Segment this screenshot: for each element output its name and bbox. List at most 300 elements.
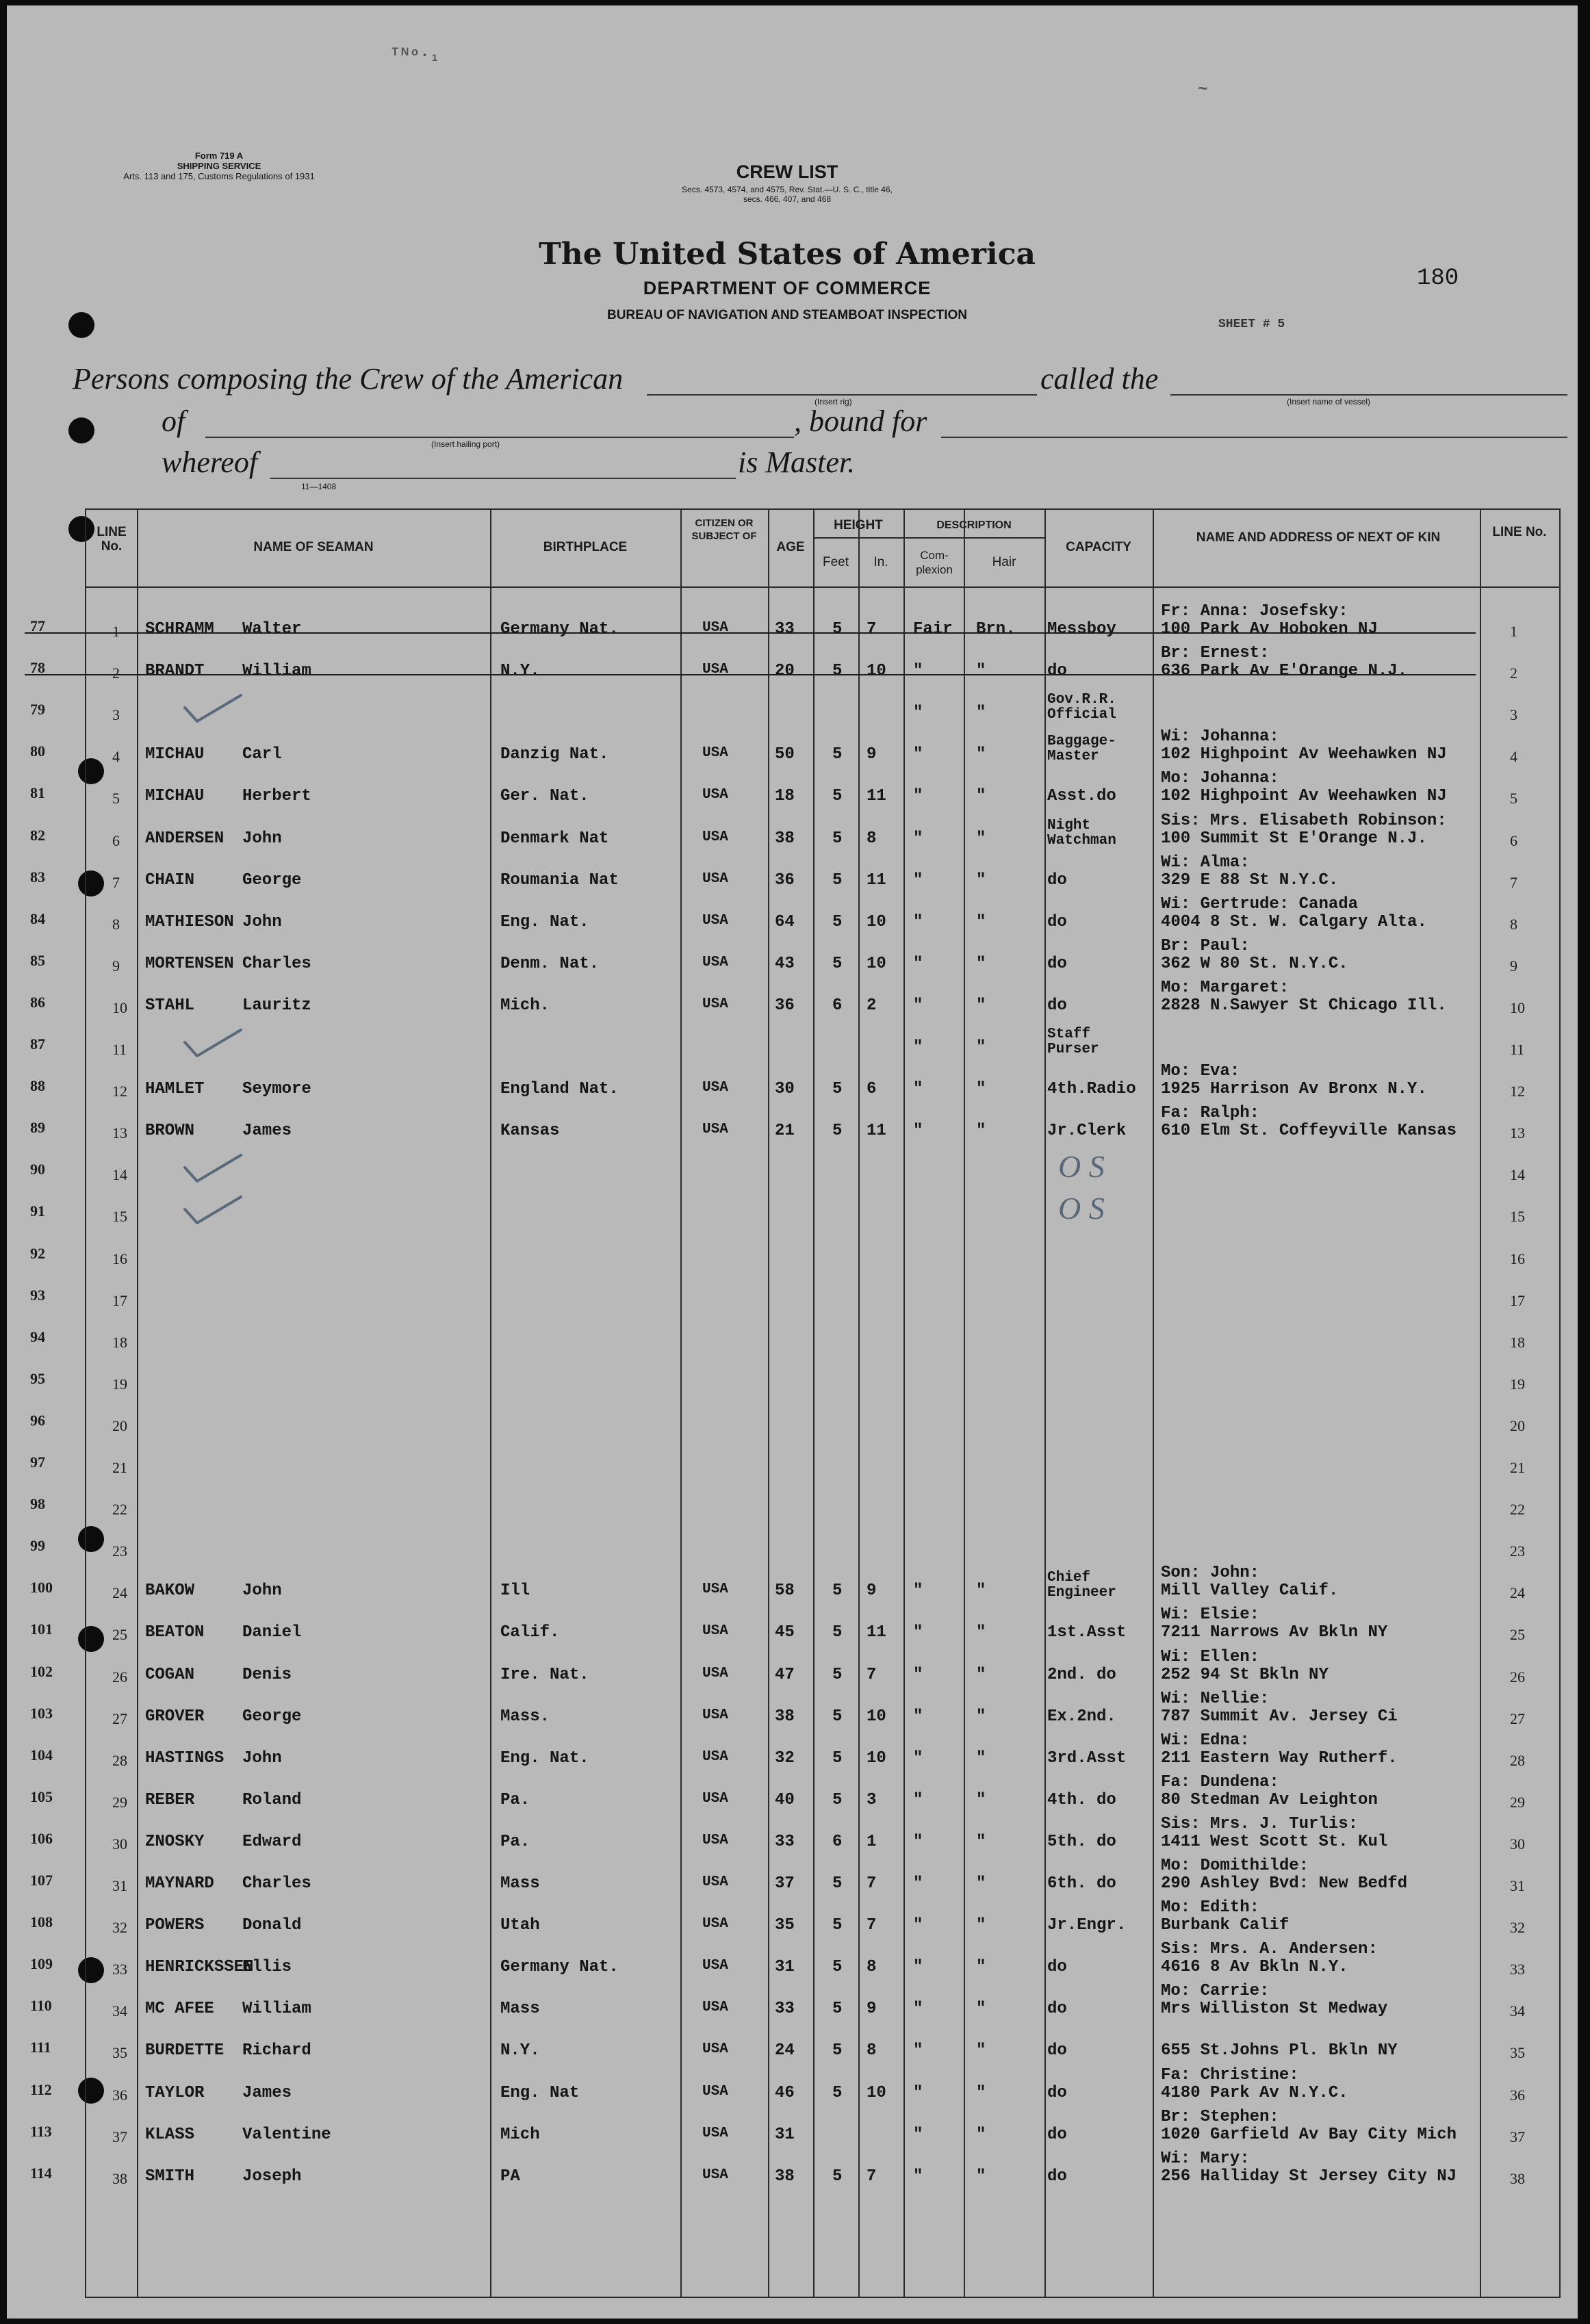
height-feet: 5 — [832, 787, 843, 806]
complexion: " — [913, 870, 923, 890]
seaman-surname: SMITH — [145, 2167, 195, 2186]
seaman-surname: ANDERSEN — [145, 829, 225, 848]
height-inches: 10 — [867, 662, 886, 681]
line-number: 7 — [112, 873, 120, 891]
hair: " — [976, 954, 986, 973]
margin-number: 81 — [30, 784, 45, 802]
line-number: 5 — [112, 790, 120, 808]
col-divider — [1153, 510, 1154, 2297]
form-reference — [75, 151, 363, 181]
next-of-kin-address: 4004 8 St. W. Calgary Alta. — [1161, 912, 1427, 931]
col-divider — [768, 510, 769, 2297]
capacity: 6th. do — [1047, 1874, 1116, 1893]
col-header-line-no-right: LINE No. — [1492, 525, 1547, 539]
age: 45 — [775, 1623, 795, 1642]
seaman-surname: TAYLOR — [145, 2083, 205, 2102]
seaman-first-name: William — [242, 662, 311, 681]
line-number: 30 — [112, 1835, 127, 1852]
complexion: " — [913, 1080, 923, 1099]
next-of-kin-name: Wi: Edna: — [1161, 1731, 1250, 1750]
hair: " — [976, 1623, 986, 1642]
seaman-surname: MICHAU — [145, 787, 205, 806]
seaman-surname: MC AFEE — [145, 2000, 214, 2019]
citizenship: USA — [702, 2041, 728, 2058]
col-header-name: NAME OF SEAMAN — [253, 540, 374, 554]
line-number-right: 9 — [1510, 957, 1517, 974]
height-subdivider — [813, 537, 903, 539]
age: 33 — [775, 2000, 795, 2019]
hair: " — [976, 912, 986, 931]
hair: " — [976, 1080, 986, 1099]
margin-number: 97 — [30, 1454, 45, 1471]
line-number: 29 — [112, 1793, 127, 1811]
col-divider — [813, 510, 815, 2297]
hair: Brn. — [976, 620, 1016, 638]
vessel-hint: (Insert name of vessel) — [1287, 397, 1371, 406]
line-number-right: 6 — [1510, 831, 1517, 849]
margin-number: 101 — [30, 1621, 53, 1638]
age: 31 — [775, 1958, 795, 1977]
col-header-inches: In. — [873, 555, 888, 569]
birthplace: Ill — [500, 1581, 530, 1601]
hair: " — [976, 745, 986, 764]
margin-number: 83 — [30, 868, 45, 886]
seaman-first-name: James — [242, 1122, 292, 1141]
next-of-kin-name: Wi: Gertrude: Canada — [1161, 894, 1359, 914]
age: 33 — [775, 620, 795, 638]
capacity: Night Watchman — [1047, 817, 1116, 849]
complexion: " — [913, 662, 923, 681]
department-heading: DEPARTMENT OF COMMERCE — [643, 278, 932, 298]
line-number-right: 14 — [1510, 1166, 1525, 1184]
line-number-right: 2 — [1510, 664, 1517, 682]
next-of-kin-address: Burbank Calif — [1161, 1916, 1290, 1935]
height-feet: 5 — [832, 2167, 843, 2186]
height-feet: 5 — [832, 1958, 843, 1977]
margin-number: 98 — [30, 1495, 45, 1513]
birthplace: Eng. Nat. — [500, 1748, 589, 1768]
height-inches: 7 — [867, 1874, 877, 1893]
next-of-kin-address: 102 Highpoint Av Weehawken NJ — [1161, 745, 1447, 764]
margin-number: 84 — [30, 909, 45, 927]
height-inches: 6 — [867, 1080, 877, 1099]
next-of-kin-name: Br: Stephen: — [1161, 2107, 1279, 2126]
margin-number: 91 — [30, 1202, 45, 1220]
form-line-2-of: of — [162, 404, 185, 438]
seaman-first-name: John — [242, 1748, 282, 1768]
height-inches: 7 — [867, 620, 877, 638]
line-number: 15 — [112, 1208, 127, 1226]
line-number-right: 13 — [1510, 1124, 1525, 1142]
capacity-handwritten: O S — [1058, 1191, 1105, 1226]
capacity: Staff Purser — [1047, 1027, 1099, 1057]
citizenship: USA — [702, 912, 728, 929]
margin-number: 86 — [30, 993, 45, 1011]
height-inches: 11 — [867, 1623, 886, 1642]
age: 37 — [775, 1874, 795, 1893]
capacity: 1st.Asst — [1047, 1623, 1127, 1642]
col-header-line-no: LINE No. — [97, 525, 127, 554]
line-number-right: 31 — [1510, 1877, 1525, 1894]
line-number-right: 12 — [1510, 1083, 1525, 1100]
height-inches: 7 — [867, 1665, 877, 1684]
line-number-right: 3 — [1510, 706, 1517, 724]
destination-blank-line — [941, 437, 1567, 438]
line-number: 13 — [112, 1124, 127, 1142]
age: 35 — [775, 1916, 795, 1935]
seaman-surname: REBER — [145, 1790, 195, 1809]
next-of-kin-name: Fa: Christine: — [1161, 2065, 1299, 2084]
citizenship: USA — [702, 1665, 728, 1681]
line-number-right: 32 — [1510, 1919, 1525, 1937]
line-number: 23 — [112, 1542, 127, 1560]
seaman-surname: BAKOW — [145, 1581, 195, 1601]
line-number-right: 30 — [1510, 1835, 1525, 1852]
height-feet: 5 — [832, 1707, 843, 1726]
form-line-1-label: Persons composing the Crew of the American — [73, 362, 624, 396]
page-number: 180 — [1417, 266, 1459, 292]
next-of-kin-name: Fr: Anna: Josefsky: — [1161, 602, 1348, 621]
birthplace: Denmark Nat — [500, 829, 609, 848]
height-feet: 5 — [832, 1874, 843, 1893]
complexion: " — [913, 2041, 923, 2061]
citizenship: USA — [702, 2167, 728, 2183]
margin-number: 105 — [30, 1787, 53, 1805]
seaman-surname: HASTINGS — [145, 1748, 225, 1768]
check-mark-icon — [182, 691, 244, 725]
capacity: do — [1047, 912, 1067, 931]
seaman-surname: HENRICKSSEN — [145, 1958, 254, 1977]
age: 38 — [775, 829, 795, 848]
hair: " — [976, 2000, 986, 2019]
col-header-hair: Hair — [992, 555, 1016, 569]
birthplace: Eng. Nat. — [500, 912, 589, 931]
seaman-surname: BEATON — [145, 1623, 205, 1642]
col-divider — [1480, 510, 1481, 2297]
seaman-first-name: Herbert — [242, 787, 311, 806]
height-inches: 8 — [867, 829, 877, 848]
line-number: 35 — [112, 2044, 127, 2062]
line-number: 34 — [112, 2002, 127, 2020]
age: 18 — [775, 787, 795, 806]
capacity: Baggage-Master — [1047, 734, 1116, 765]
col-header-citizen: CITIZEN OR SUBJECT OF — [691, 517, 757, 542]
height-feet: 5 — [832, 1748, 843, 1768]
citizenship: USA — [702, 2083, 728, 2100]
citizenship: USA — [702, 662, 728, 678]
complexion: " — [913, 787, 923, 806]
height-inches: 10 — [867, 912, 886, 931]
next-of-kin-address: 102 Highpoint Av Weehawken NJ — [1161, 787, 1447, 806]
citizenship: USA — [702, 1832, 728, 1848]
country-heading: The United States of America — [538, 237, 1036, 272]
seaman-first-name: Seymore — [242, 1080, 311, 1099]
seaman-surname: BRANDT — [145, 662, 205, 681]
complexion: " — [913, 912, 923, 931]
seaman-surname: KLASS — [145, 2125, 195, 2144]
hair: " — [976, 2167, 986, 2186]
height-feet: 5 — [832, 2083, 843, 2102]
seaman-first-name: Daniel — [242, 1623, 302, 1642]
next-of-kin-name: Wi: Elsie: — [1161, 1605, 1260, 1625]
line-number: 32 — [112, 1919, 127, 1937]
vessel-blank-line — [1170, 394, 1567, 396]
citizenship: USA — [702, 745, 728, 762]
height-feet: 5 — [832, 912, 843, 931]
seaman-surname: HAMLET — [145, 1080, 205, 1099]
line-number-right: 11 — [1510, 1041, 1525, 1058]
line-number-right: 19 — [1510, 1375, 1525, 1393]
capacity: Asst.do — [1047, 787, 1116, 806]
margin-number: 110 — [30, 1997, 52, 2015]
complexion: " — [913, 1581, 923, 1601]
next-of-kin-address: 362 W 80 St. N.Y.C. — [1161, 954, 1348, 973]
hair: " — [976, 703, 986, 723]
age: 38 — [775, 1707, 795, 1726]
col-header-birthplace: BIRTHPLACE — [543, 540, 628, 554]
birthplace: Utah — [500, 1916, 540, 1935]
height-inches: 11 — [867, 1122, 886, 1141]
height-inches: 7 — [867, 2167, 877, 2186]
seaman-first-name: George — [242, 870, 302, 890]
capacity: do — [1047, 1958, 1067, 1977]
next-of-kin-address: 290 Ashley Bvd: New Bedfd — [1161, 1874, 1408, 1893]
birthplace: Pa. — [500, 1790, 530, 1809]
complexion: " — [913, 954, 923, 973]
next-of-kin-name: Mo: Domithilde: — [1161, 1857, 1309, 1875]
margin-number: 103 — [30, 1704, 53, 1722]
form-line-3-whereof: whereof — [162, 446, 258, 479]
age: 38 — [775, 2167, 795, 2186]
birthplace: Ger. Nat. — [500, 787, 589, 806]
height-inches: 9 — [867, 745, 877, 764]
next-of-kin-address: 80 Stedman Av Leighton — [1161, 1790, 1378, 1809]
seaman-surname: ZNOSKY — [145, 1832, 205, 1851]
complexion: " — [913, 1832, 923, 1851]
seaman-surname: SCHRAMM — [145, 620, 214, 638]
line-number-right: 27 — [1510, 1709, 1525, 1727]
height-feet: 5 — [832, 1916, 843, 1935]
height-feet: 5 — [832, 1790, 843, 1809]
hair: " — [976, 787, 986, 806]
height-feet: 6 — [832, 1832, 843, 1851]
line-number: 24 — [112, 1584, 127, 1602]
age: 46 — [775, 2083, 795, 2102]
line-number: 27 — [112, 1709, 127, 1727]
margin-number: 102 — [30, 1662, 53, 1680]
citizenship: USA — [702, 1581, 728, 1598]
height-feet: 5 — [832, 870, 843, 890]
height-inches: 10 — [867, 1748, 886, 1768]
margin-number: 82 — [30, 826, 45, 844]
height-inches: 11 — [867, 870, 886, 890]
seaman-first-name: Ellis — [242, 1958, 292, 1977]
line-number-right: 38 — [1510, 2169, 1525, 2187]
form-regulation: Arts. 113 and 175, Customs Regulations of 1931 — [123, 171, 315, 181]
description-subdivider — [903, 537, 1044, 539]
header-divider — [86, 586, 1559, 588]
margin-number: 96 — [30, 1411, 45, 1429]
next-of-kin-name: Br: Ernest: — [1161, 644, 1270, 663]
seaman-first-name: Lauritz — [242, 996, 311, 1015]
seaman-first-name: Edward — [242, 1832, 302, 1851]
next-of-kin-name: Wi: Mary: — [1161, 2149, 1250, 2168]
line-number-right: 4 — [1510, 748, 1517, 766]
capacity: Gov.R.R. Official — [1047, 692, 1116, 723]
age: 58 — [775, 1581, 795, 1601]
birthplace: Mich — [500, 2125, 540, 2144]
birthplace: Germany Nat. — [500, 1958, 619, 1977]
height-feet: 5 — [832, 1581, 843, 1601]
next-of-kin-address: 256 Halliday St Jersey City NJ — [1161, 2167, 1457, 2186]
next-of-kin-name: Sis: Mrs. Elisabeth Robinson: — [1161, 811, 1447, 830]
capacity: do — [1047, 996, 1067, 1015]
complexion: " — [913, 2167, 923, 2186]
hair: " — [976, 2041, 986, 2061]
seaman-surname: MORTENSEN — [145, 954, 234, 973]
capacity: 4th.Radio — [1047, 1080, 1136, 1099]
margin-number: 107 — [30, 1872, 53, 1889]
hair: " — [976, 2125, 986, 2144]
citizenship: USA — [702, 1874, 728, 1890]
age: 36 — [775, 870, 795, 890]
height-inches: 11 — [867, 787, 886, 806]
height-feet: 5 — [832, 1623, 843, 1642]
next-of-kin-name: Son: John: — [1161, 1564, 1260, 1583]
age: 47 — [775, 1665, 795, 1684]
next-of-kin-address: 2828 N.Sawyer St Chicago Ill. — [1161, 996, 1447, 1015]
margin-number: 92 — [30, 1244, 45, 1262]
line-number: 9 — [112, 957, 120, 974]
seaman-first-name: James — [242, 2083, 292, 2102]
line-number: 20 — [112, 1417, 127, 1434]
seaman-surname: CHAIN — [145, 870, 195, 890]
line-number: 17 — [112, 1291, 127, 1309]
col-divider — [858, 510, 860, 2297]
next-of-kin-name: Sis: Mrs. A. Andersen: — [1161, 1940, 1378, 1959]
margin-number: 95 — [30, 1369, 45, 1387]
line-number-right: 10 — [1510, 998, 1525, 1016]
seaman-surname: MATHIESON — [145, 912, 234, 931]
line-number: 28 — [112, 1751, 127, 1769]
height-feet: 5 — [832, 620, 843, 638]
seaman-first-name: John — [242, 829, 282, 848]
top-stamp-left: ᵀᴺᵒ·₁ — [390, 47, 440, 65]
next-of-kin-address: 1020 Garfield Av Bay City Mich — [1161, 2125, 1457, 2144]
citizenship: USA — [702, 829, 728, 845]
height-inches: 10 — [867, 954, 886, 973]
complexion: " — [913, 1707, 923, 1726]
margin-number: 100 — [30, 1579, 53, 1597]
hair: " — [976, 829, 986, 848]
line-number-right: 20 — [1510, 1417, 1525, 1434]
birthplace: Calif. — [500, 1623, 560, 1642]
complexion: " — [913, 829, 923, 848]
next-of-kin-name: Mo: Eva: — [1161, 1062, 1240, 1081]
margin-number: 113 — [30, 2122, 52, 2140]
form-line-1-called: called the — [1040, 362, 1159, 396]
col-header-age: AGE — [776, 540, 805, 554]
capacity: Jr.Engr. — [1047, 1916, 1127, 1935]
capacity: do — [1047, 2167, 1067, 2186]
port-blank-line — [205, 437, 794, 438]
punch-hole — [68, 417, 94, 443]
line-number-right: 15 — [1510, 1208, 1525, 1226]
next-of-kin-address: 1411 West Scott St. Kul — [1161, 1832, 1388, 1851]
complexion: " — [913, 1122, 923, 1141]
next-of-kin-name: Wi: Ellen: — [1161, 1647, 1260, 1666]
line-number: 2 — [112, 664, 120, 682]
age: 43 — [775, 954, 795, 973]
form-code: 11—1408 — [301, 482, 337, 491]
check-mark-icon — [182, 1026, 244, 1060]
next-of-kin-name: Fa: Ralph: — [1161, 1104, 1260, 1123]
margin-number: 80 — [30, 743, 45, 760]
next-of-kin-address: 655 St.Johns Pl. Bkln NY — [1161, 2041, 1398, 2061]
citizenship: USA — [702, 620, 728, 636]
citizenship: USA — [702, 1707, 728, 1723]
col-header-description: DESCRIPTION — [936, 519, 1012, 531]
margin-number: 108 — [30, 1913, 53, 1931]
line-number-right: 34 — [1510, 2002, 1525, 2020]
margin-number: 85 — [30, 951, 45, 969]
height-inches: 3 — [867, 1790, 877, 1809]
form-service: SHIPPING SERVICE — [177, 161, 261, 171]
line-number: 3 — [112, 706, 120, 724]
line-number-right: 28 — [1510, 1751, 1525, 1769]
hair: " — [976, 996, 986, 1015]
line-number: 26 — [112, 1668, 127, 1686]
height-inches: 10 — [867, 1707, 886, 1726]
line-number-right: 1 — [1510, 623, 1517, 640]
capacity: Messboy — [1047, 620, 1116, 638]
height-feet: 5 — [832, 2041, 843, 2061]
margin-number: 112 — [30, 2080, 52, 2098]
seaman-first-name: Charles — [242, 1874, 311, 1893]
citizenship: USA — [702, 1623, 728, 1640]
height-feet: 5 — [832, 1665, 843, 1684]
margin-number: 104 — [30, 1746, 53, 1764]
citizenship: USA — [702, 954, 728, 970]
height-inches: 10 — [867, 2083, 886, 2102]
age: 50 — [775, 745, 795, 764]
age: 33 — [775, 1832, 795, 1851]
age: 36 — [775, 996, 795, 1015]
sheet-number-stamp: SHEET # 5 — [1218, 318, 1285, 331]
citizenship: USA — [702, 1080, 728, 1096]
seaman-first-name: John — [242, 1581, 282, 1601]
capacity: Chief Engineer — [1047, 1570, 1116, 1601]
port-hint: (Insert hailing port) — [431, 439, 500, 449]
age: 40 — [775, 1790, 795, 1809]
seaman-first-name: Donald — [242, 1916, 302, 1935]
line-number-right: 36 — [1510, 2086, 1525, 2104]
age: 31 — [775, 2125, 795, 2144]
line-number: 14 — [112, 1166, 127, 1184]
citizenship: USA — [702, 1790, 728, 1807]
next-of-kin-address: 4180 Park Av N.Y.C. — [1161, 2083, 1348, 2102]
complexion: " — [913, 745, 923, 764]
height-feet: 5 — [832, 2000, 843, 2019]
birthplace: Mich. — [500, 996, 550, 1015]
birthplace: Danzig Nat. — [500, 745, 609, 764]
capacity: Ex.2nd. — [1047, 1707, 1116, 1726]
height-feet: 6 — [832, 996, 843, 1015]
capacity: 5th. do — [1047, 1832, 1116, 1851]
height-inches: 7 — [867, 1916, 877, 1935]
margin-number: 114 — [30, 2164, 52, 2182]
height-feet: 5 — [832, 829, 843, 848]
